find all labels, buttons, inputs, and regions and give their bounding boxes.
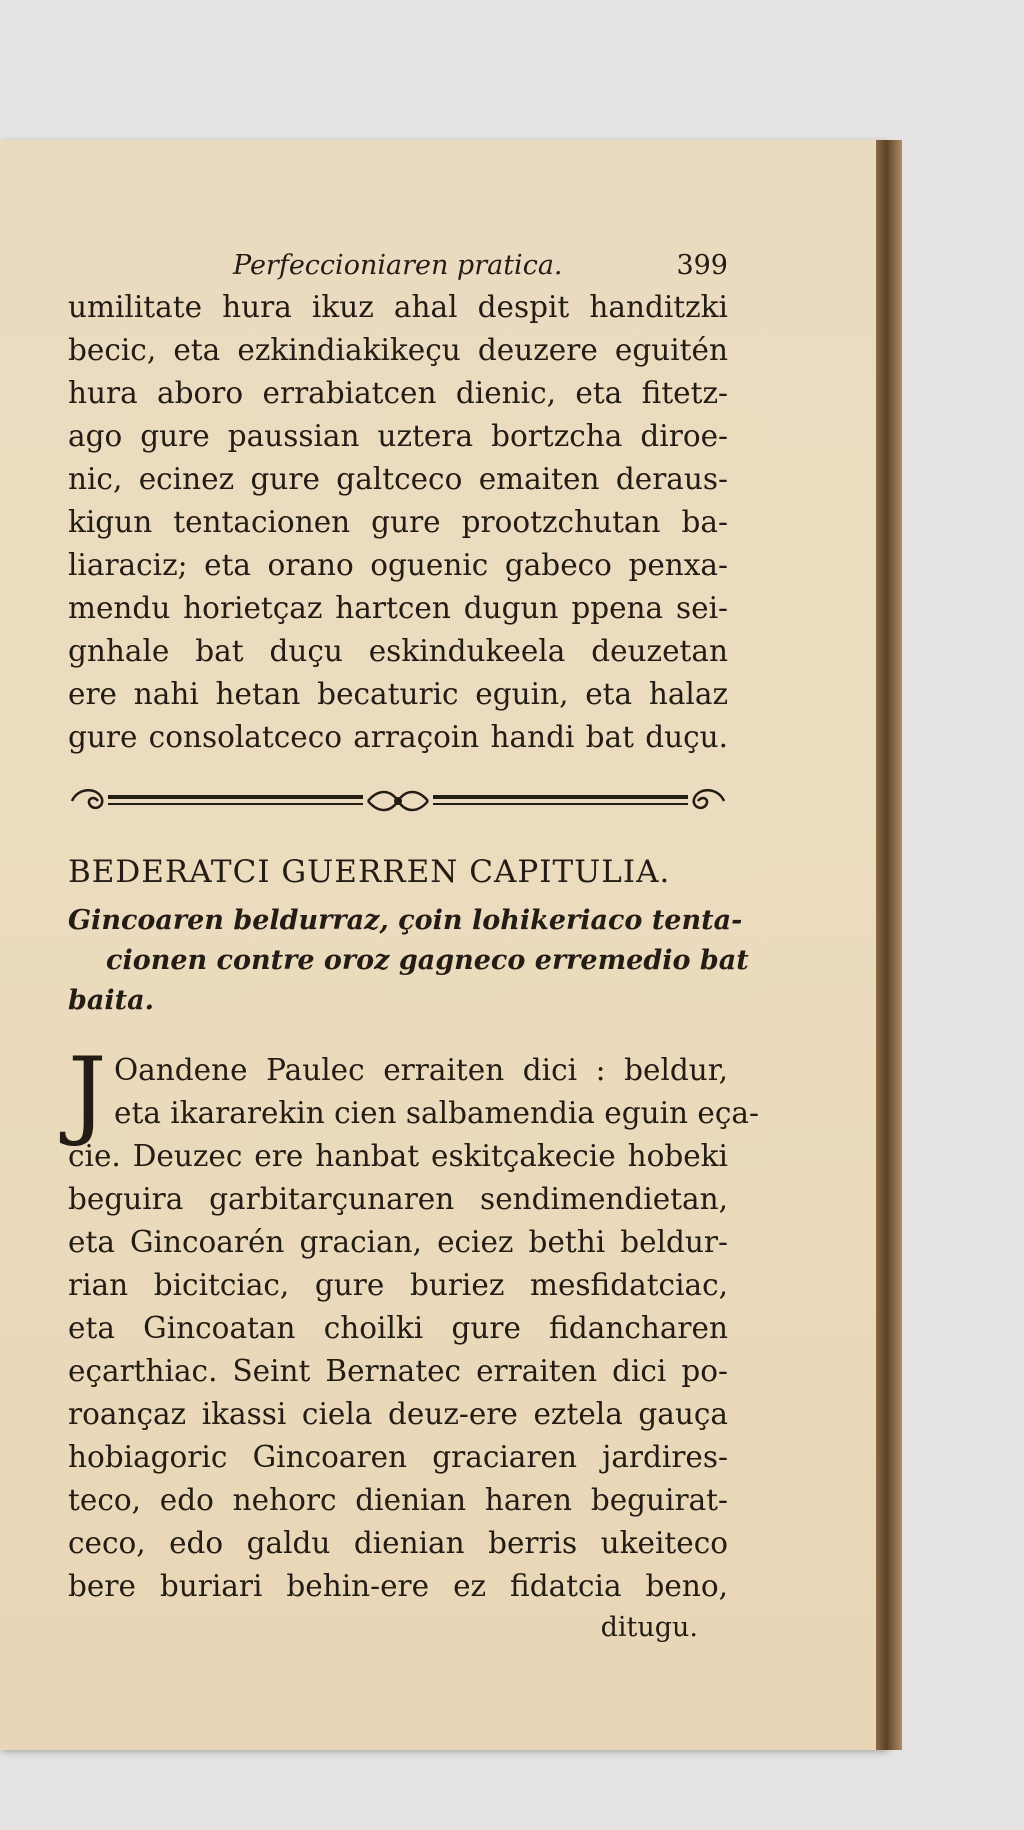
text-line: gure consolatceco arraçoin handi bat duçu. [68, 720, 728, 754]
text-line: nic, ecinez gure galtceco emaiten deraus- [68, 462, 728, 496]
body-paragraph [68, 1037, 759, 1651]
text-block [68, 250, 759, 1651]
text-line: teco, edo nehorc dienian haren beguirat- [68, 1483, 728, 1517]
text-line: becic, eta ezkindiakikeçu deuzere eguitén [68, 333, 728, 367]
catchword: ditugu. [600, 1612, 698, 1643]
text-line: bere buriari behin-ere ez fidatcia beno, [68, 1569, 728, 1603]
ornament-divider-icon [68, 781, 728, 821]
text-line: roançaz ikassi ciela deuz-ere eztela gauça [68, 1397, 728, 1431]
running-head [68, 250, 728, 286]
text-line: rian bicitciac, gure buriez mesfidatciac, [68, 1268, 728, 1302]
chapter-summary [68, 901, 749, 1021]
running-head-title: Perfeccioniaren pratica. [233, 250, 563, 281]
ornamental-rule [68, 773, 728, 831]
text-line: eta Gincoatan choilki gure fidancharen [68, 1311, 728, 1345]
chapter-title: BEDERATCI GUERREN CAPITULIA. [68, 854, 671, 890]
text-line: ceco, edo galdu dienian berris ukeiteco [68, 1526, 728, 1560]
text-line: beguira garbitarçunaren sendimendietan, [68, 1182, 728, 1216]
summary-line: cionen contre oroz gagneco erremedio bat [106, 945, 749, 976]
text-line: Oandene Paulec erraiten dici : beldur, [114, 1053, 728, 1087]
text-line: umilitate hura ikuz ahal despit handitzki [68, 290, 728, 324]
drop-capital: J [68, 1037, 107, 1149]
text-line: cie. Deuzec ere hanbat eskitçakecie hobeki [68, 1139, 728, 1173]
text-line: gnhale bat duçu eskindukeela deuzetan [68, 634, 728, 668]
page-content-area [0, 140, 886, 1750]
text-line: hobiagoric Gincoaren graciaren jardires- [68, 1440, 728, 1474]
text-line: ere nahi hetan becaturic eguin, eta halaz [68, 677, 728, 711]
top-paragraph [68, 286, 728, 759]
text-line: kigun tentacionen gure prootzchutan ba- [68, 505, 728, 539]
text-line: eçarthiac. Seint Bernatec erraiten dici po- [68, 1354, 728, 1388]
text-line: eta ikararekin cien salbamendia eguin eça- [114, 1096, 759, 1130]
text-line: hura aboro errabiatcen dienic, eta fitetz- [68, 376, 728, 410]
text-line: mendu horietçaz hartcen dugun ppena sei- [68, 591, 728, 625]
summary-line: baita. [68, 985, 154, 1016]
text-line: ago gure paussian uztera bortzcha diroe- [68, 419, 728, 453]
summary-line: Gincoaren beldurraz, çoin lohikeriaco tenta- [68, 905, 743, 936]
page-number: 399 [676, 250, 728, 281]
text-line: eta Gincoarén gracian, eciez bethi beldur- [68, 1225, 728, 1259]
text-line: liaraciz; eta orano oguenic gabeco penxa- [68, 548, 728, 582]
